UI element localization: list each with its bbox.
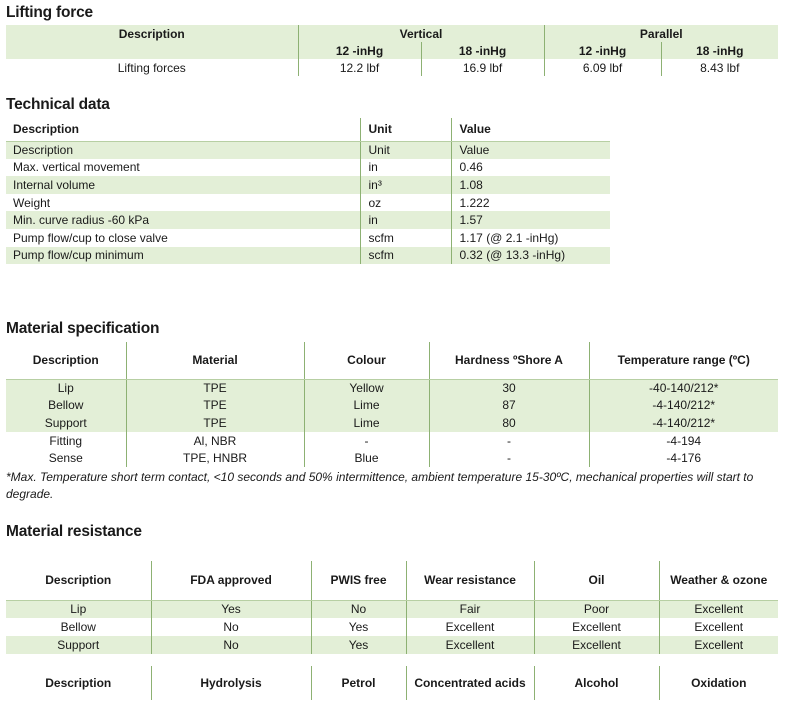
table-cell: Poor: [534, 600, 659, 618]
table-cell: Fair: [406, 600, 534, 618]
material-spec-table: [6, 342, 778, 467]
table-cell: Value: [451, 141, 610, 159]
table-row: [6, 414, 778, 432]
table-cell: in³: [360, 176, 451, 194]
table-cell: Excellent: [534, 618, 659, 636]
sub-header: 12 -inHg: [544, 42, 661, 59]
table-cell: No: [311, 600, 406, 618]
table-cell: Pump flow/cup to close valve: [13, 230, 168, 245]
table-cell: Lip: [6, 600, 151, 618]
table-cell: -4-176: [589, 449, 778, 467]
header-material: Material: [126, 342, 304, 379]
table-cell: Bellow: [60, 620, 96, 634]
table-cell: Blue: [304, 449, 429, 467]
table-cell: Support: [6, 636, 151, 654]
table-row: [6, 59, 778, 76]
table-cell: Sense: [48, 451, 83, 466]
material-spec-title: Material specification: [6, 320, 160, 337]
table-cell: Excellent: [406, 636, 534, 654]
table-row: [6, 211, 610, 229]
table-row: [6, 397, 778, 415]
table-cell: TPE: [126, 397, 304, 415]
table-row: [6, 636, 778, 654]
table-cell: 87: [429, 397, 589, 415]
table-cell: Pump flow/cup minimum: [6, 247, 360, 265]
table-cell: Excellent: [659, 600, 778, 618]
material-resistance-table: [6, 561, 778, 700]
table-cell: -4-140/212*: [589, 414, 778, 432]
header-pwis: PWIS free: [311, 561, 406, 600]
table-cell: scfm: [360, 247, 451, 265]
table-cell: 1.222: [451, 194, 610, 212]
header-hydrolysis: Hydrolysis: [151, 666, 311, 700]
table-cell: TPE: [126, 379, 304, 397]
sub-header: 12 -inHg: [298, 42, 421, 59]
table-cell: Yes: [311, 618, 406, 636]
table-cell: -4-140/212*: [589, 397, 778, 415]
header-weather: Weather & ozone: [659, 561, 778, 600]
technical-data-table: [6, 118, 610, 264]
table-cell: TPE: [126, 414, 304, 432]
header-alcohol: Alcohol: [534, 666, 659, 700]
table-cell: Excellent: [659, 636, 778, 654]
table-cell: Internal volume: [6, 176, 360, 194]
table-cell: -: [429, 432, 589, 450]
table-cell: Fitting: [49, 433, 83, 448]
table-row: [6, 141, 610, 159]
sub-header: 18 -inHg: [661, 42, 778, 59]
table-row: [6, 176, 610, 194]
table-cell: Excellent: [659, 618, 778, 636]
table-cell: oz: [360, 194, 451, 212]
table-cell: 1.17 (@ 2.1 -inHg): [451, 229, 610, 247]
table-cell: 0.32 (@ 13.3 -inHg): [451, 247, 610, 265]
table-row: [6, 229, 610, 247]
header-value: Value: [451, 118, 610, 141]
table-cell: in: [360, 159, 451, 177]
table-cell: Bellow: [6, 397, 126, 415]
table-row: [6, 247, 610, 265]
header-unit: Unit: [360, 118, 451, 141]
table-cell: Yes: [311, 636, 406, 654]
table-row: [6, 618, 778, 636]
header-description: Description: [45, 676, 112, 690]
table-cell: -: [304, 432, 429, 450]
header-description: Description: [6, 118, 360, 141]
table-row: [6, 379, 778, 397]
table-cell: No: [151, 636, 311, 654]
table-cell: Lime: [304, 397, 429, 415]
table-cell: -40-140/212*: [589, 379, 778, 397]
cell: 6.09 lbf: [544, 59, 661, 76]
header-hardness: Hardness ºShore A: [429, 342, 589, 379]
header-oxidation: Oxidation: [659, 666, 778, 700]
temperature-footnote: *Max. Temperature short term contact, <10 seconds and 50% intermittence, ambient temperature 15-30ºC, mechanical properties will start to degrade.: [6, 470, 754, 501]
technical-data-title: Technical data: [6, 96, 110, 113]
table-cell: Unit: [360, 141, 451, 159]
table-cell: -4-194: [589, 432, 778, 450]
table-cell: Lime: [304, 414, 429, 432]
table-cell: Min. curve radius -60 kPa: [6, 211, 360, 229]
table-cell: -: [429, 449, 589, 467]
table-row: [6, 159, 610, 177]
header-description: Description: [6, 342, 126, 379]
cell: 16.9 lbf: [421, 59, 544, 76]
table-row: [6, 432, 778, 450]
table-cell: 80: [429, 414, 589, 432]
lifting-force-title: Lifting force: [6, 4, 93, 21]
table-row: [6, 600, 778, 618]
cell: 8.43 lbf: [661, 59, 778, 76]
table-cell: 30: [429, 379, 589, 397]
cell: 12.2 lbf: [298, 59, 421, 76]
table-cell: 1.08: [451, 176, 610, 194]
table-cell: Description: [6, 141, 360, 159]
table-cell: in: [360, 211, 451, 229]
table-cell: No: [151, 618, 311, 636]
table-row: [6, 194, 610, 212]
material-resistance-title: Material resistance: [6, 523, 142, 540]
header-fda: FDA approved: [151, 561, 311, 600]
table-cell: scfm: [360, 229, 451, 247]
table-cell: 1.57: [451, 211, 610, 229]
header-oil: Oil: [534, 561, 659, 600]
table-cell: TPE, HNBR: [126, 449, 304, 467]
table-cell: Yellow: [304, 379, 429, 397]
table-cell: 0.46: [451, 159, 610, 177]
table-cell: Excellent: [534, 636, 659, 654]
header-petrol: Petrol: [311, 666, 406, 700]
table-cell: Lip: [6, 379, 126, 397]
header-description: Description: [6, 25, 298, 42]
header-colour: Colour: [304, 342, 429, 379]
header-temperature: Temperature range (ºC): [589, 342, 778, 379]
table-cell: Al, NBR: [126, 432, 304, 450]
header-parallel: Parallel: [544, 25, 778, 42]
table-cell: Support: [6, 414, 126, 432]
header-description: Description: [6, 561, 151, 600]
header-concentrated-acids: Concentrated acids: [406, 666, 534, 700]
table-cell: Max. vertical movement: [13, 160, 140, 175]
row-label: Lifting forces: [117, 60, 186, 75]
table-cell: Weight: [13, 195, 51, 210]
sub-header: 18 -inHg: [421, 42, 544, 59]
lifting-force-table: [6, 25, 778, 76]
header-vertical: Vertical: [298, 25, 544, 42]
table-cell: Excellent: [406, 618, 534, 636]
table-row: [6, 449, 778, 467]
header-wear: Wear resistance: [406, 561, 534, 600]
table-cell: Yes: [151, 600, 311, 618]
